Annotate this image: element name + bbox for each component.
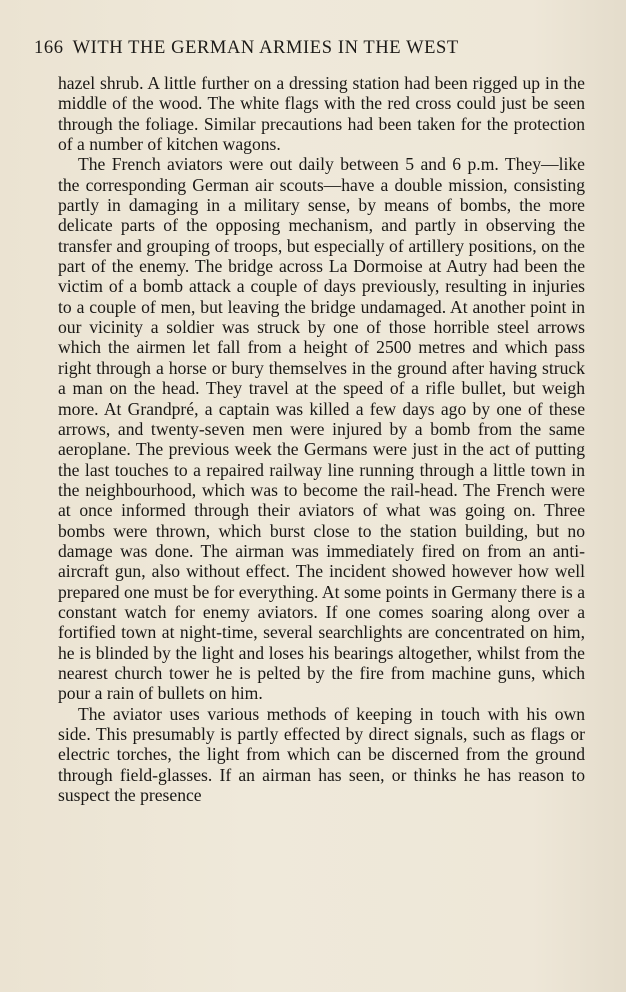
page-number: 166	[34, 38, 64, 58]
paragraph-french-aviators: The French aviators were out daily between 5 and 6 p.m. They—like the corresponding German air scouts—have a double mission, consisting partly in damaging in a military sense, by means of bombs, the more delicate parts of the opposing mechanism, and partly in observing the transfer and grouping of troops, but especially of artillery positions, on the part of the enemy. The bridge across La Dormoise at Autry had been the victim of a bomb attack a couple of days previously, resulting in injuries to a couple of men, but leaving the bridge undamaged. At another point in our vicinity a soldier was struck by one of those horrible steel arrows which the airmen let fall from a height of 2500 metres and which pass right through a horse or bury themselves in the ground after having struck a man on the head. They travel at the speed of a rifle bullet, but weigh more. At Grandpré, a captain was killed a few days ago by one of these arrows, and twenty-seven men were injured by a bomb from the same aeroplane. The previous week the Germans were just in the act of putting the last touches to a repaired railway line running through a little town in the neighbourhood, which was to become the rail-head. The French were at once informed through their aviators of what was going on. Three bombs were thrown, which burst close to the station building, but no damage was done. The airman was immediately fired on from an anti-aircraft gun, also without effect. The incident showed however how well prepared one must be for everything. At some points in Germany there is a constant watch for enemy aviators. If one comes soaring along over a fortified town at night-time, several searchlights are concentrated on him, he is blinded by the light and loses his bearings altogether, whilst from the nearest church tower he is pelted by the fire from machine guns, which pour a rain of bullets on him.	[58, 154, 585, 704]
paragraph-continued: hazel shrub. A little further on a dressing station had been rigged up in the middle of the wood. The white flags with the red cross could just be seen through the foliage. Similar precautions had been taken for the protection of a number of kitchen wagons.	[58, 73, 585, 155]
running-title: WITH THE GERMAN ARMIES IN THE WEST	[72, 38, 459, 58]
paragraph-aviator-methods: The aviator uses various methods of keeping in touch with his own side. This presumably is partly effected by direct signals, such as flags or electric torches, the light from which can be discerned from the ground through field-glasses. If an airman has seen, or thinks he has reason to suspect the presence	[58, 703, 585, 806]
body-text	[58, 73, 585, 805]
running-header	[34, 38, 594, 59]
